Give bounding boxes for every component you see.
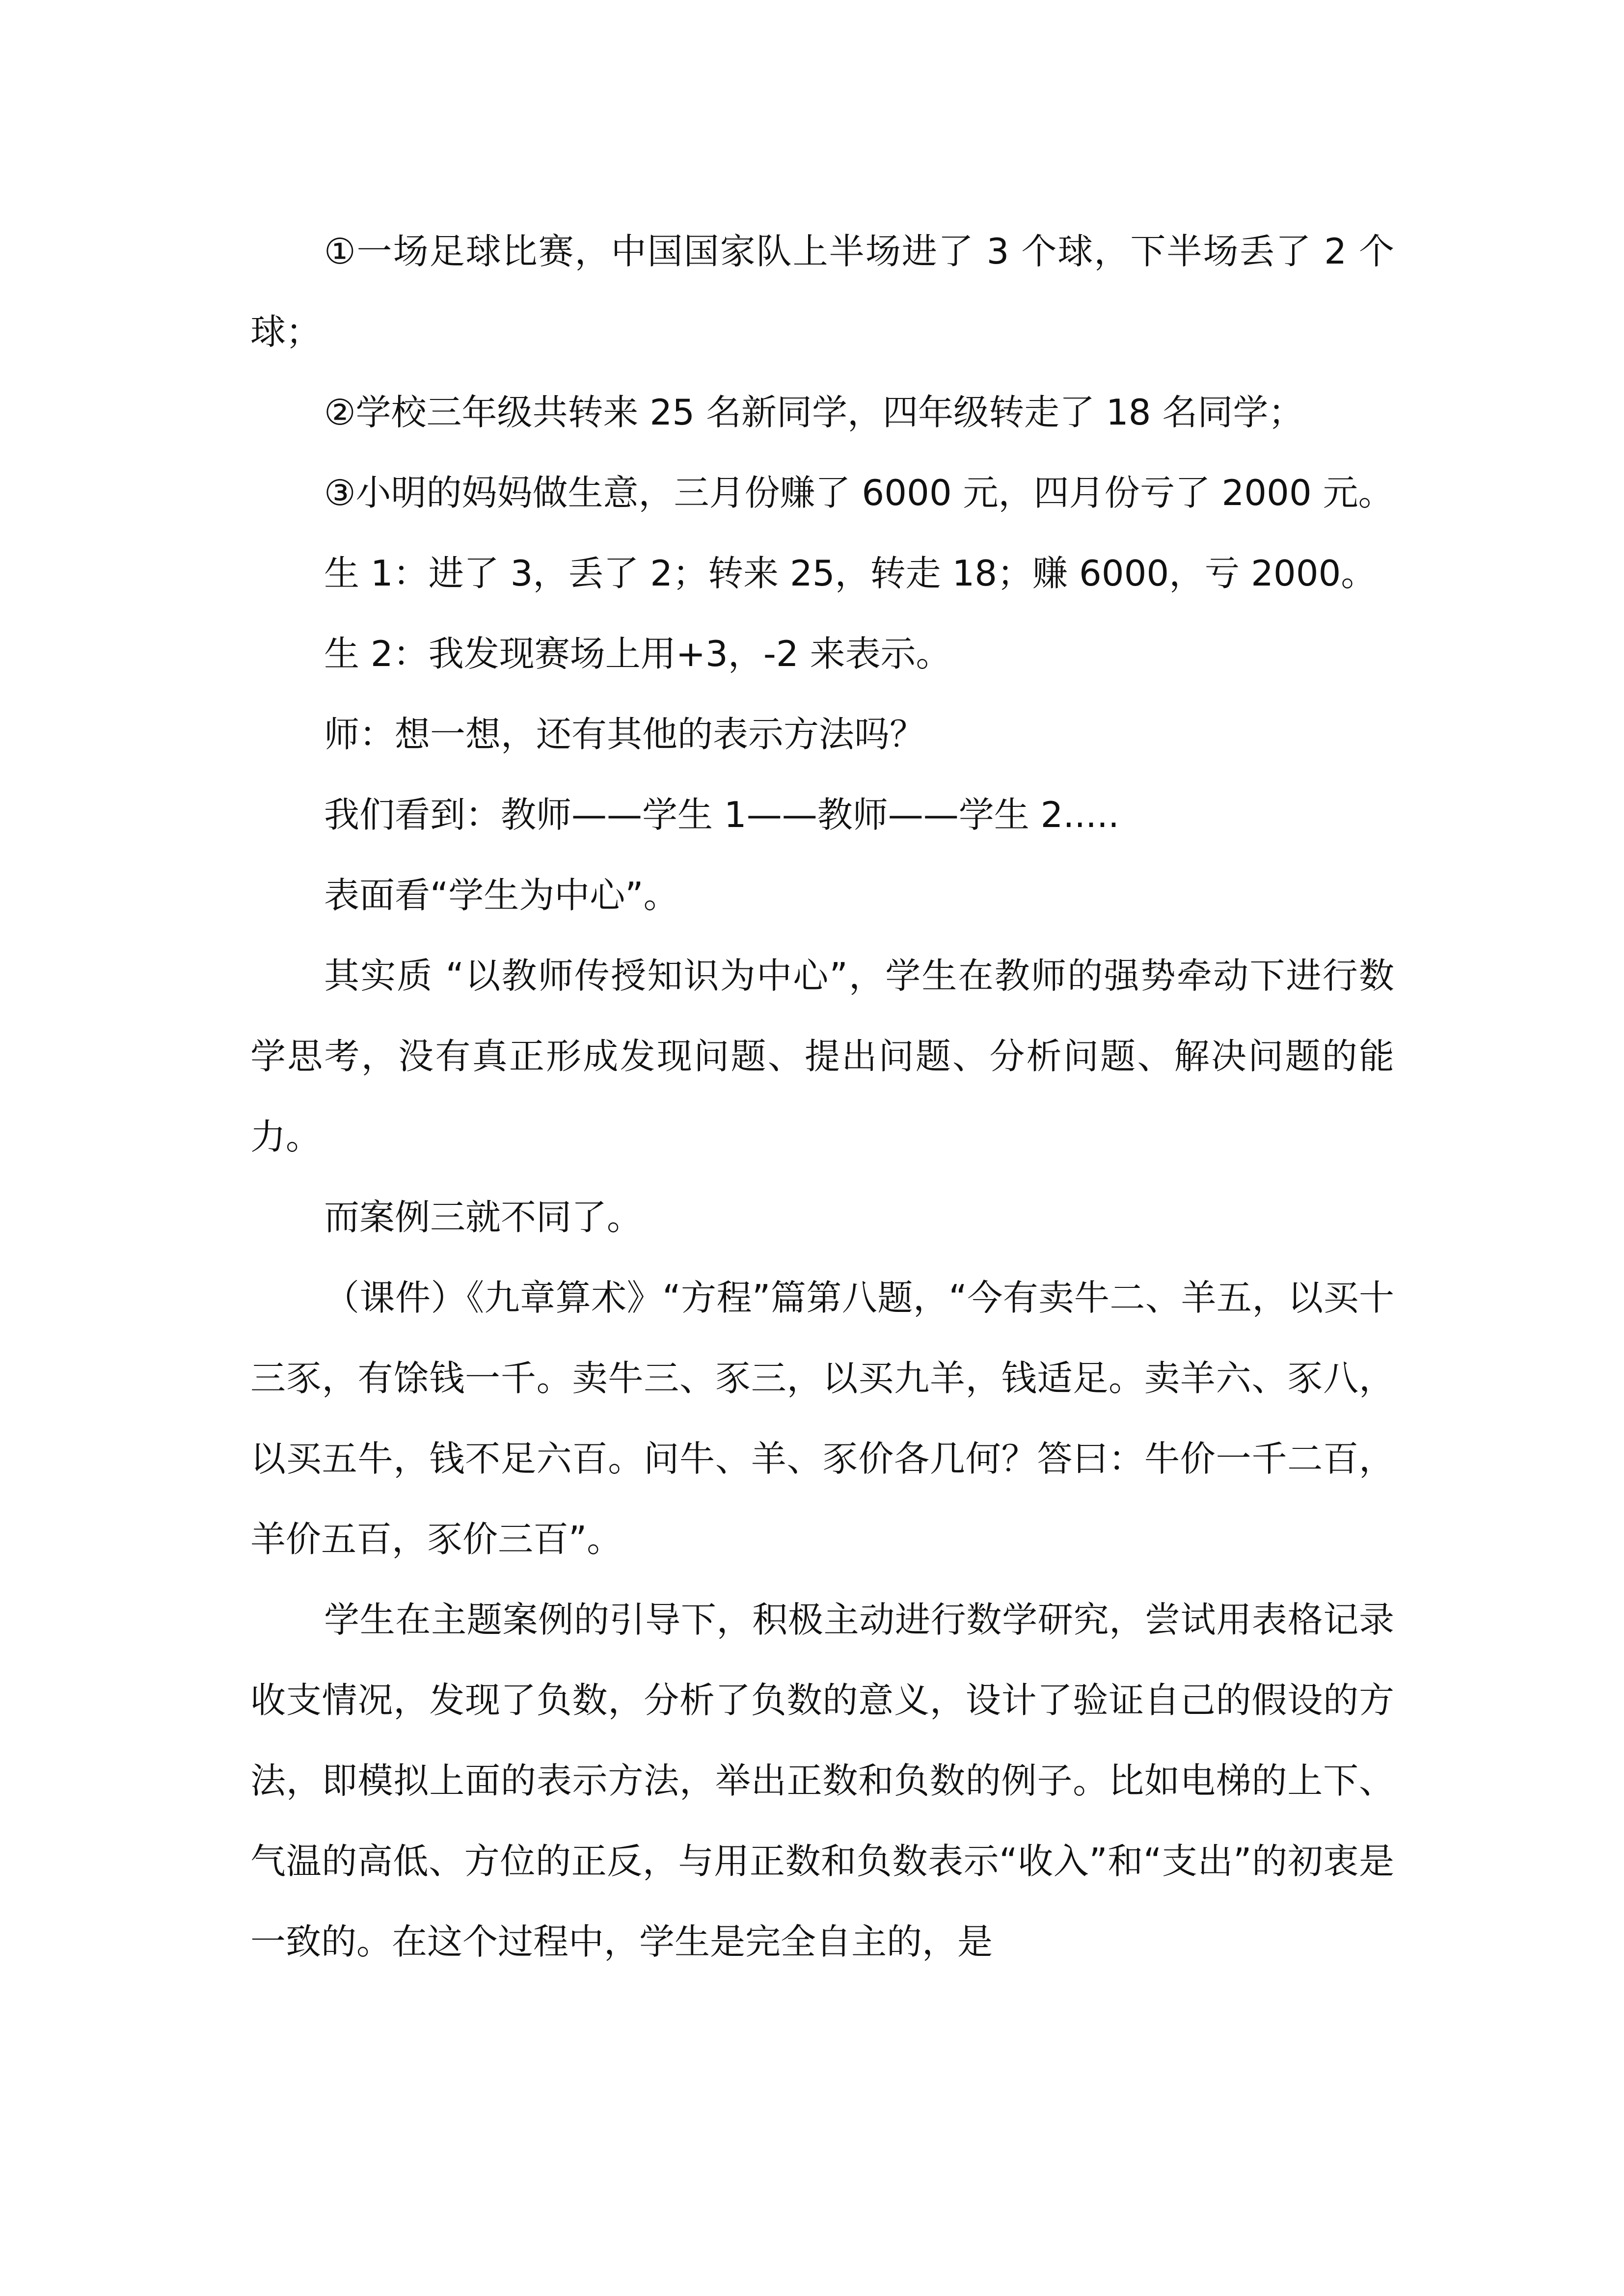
paragraph-observation: 我们看到：教师——学生 1——教师——学生 2..... bbox=[324, 794, 1119, 835]
paragraph-surface: 表面看“学生为中心”。 bbox=[324, 875, 679, 916]
paragraph-student-research: 学生在主题案例的引导下，积极主动进行数学研究，尝试用表格记录收支情况，发现了负数，分析了负数的意义，设计了验证自己的假设的方法，即模拟上面的表示方法，举出正数和负数的例子。比如电梯的上下、气温的高低、方位的正反，与用正数和负数表示“收入”和“支出”的初衷是一致的。在这个过程中，学生是完全自主的，是 bbox=[250, 1599, 1394, 1962]
paragraph-student-1: 生 1：进了 3，丢了 2；转来 25，转走 18；赚 6000，亏 2000。 bbox=[324, 553, 1377, 594]
paragraph-football: ①一场足球比赛，中国国家队上半场进了 3 个球，下半场丢了 2 个球； bbox=[250, 231, 1394, 352]
paragraph-jiuzhang: （课件）《九章算术》“方程”篇第八题，“今有卖牛二、羊五，以买十三豕，有馀钱一千。卖牛三、豕三，以买九羊，钱适足。卖羊六、豕八，以买五牛，钱不足六百。问牛、羊、豕价各几何？答曰：牛价一千二百，羊价五百，豕价三百”。 bbox=[250, 1277, 1394, 1560]
paragraph-teacher: 师：想一想，还有其他的表示方法吗？ bbox=[324, 714, 925, 755]
paragraph-essence: 其实质 “以教师传授知识为中心”，学生在教师的强势牵动下进行数学思考，没有真正形成发现问题、提出问题、分析问题、解决问题的能力。 bbox=[250, 955, 1394, 1157]
document-body bbox=[250, 211, 1394, 1982]
paragraph-transfer-students: ②学校三年级共转来 25 名新同学，四年级转走了 18 名同学； bbox=[324, 392, 1304, 433]
paragraph-business: ③小明的妈妈做生意，三月份赚了 6000 元，四月份亏了 2000 元。 bbox=[324, 472, 1394, 513]
paragraph-case-three: 而案例三就不同了。 bbox=[324, 1197, 643, 1238]
paragraph-student-2: 生 2：我发现赛场上用+3，-2 来表示。 bbox=[324, 633, 951, 674]
